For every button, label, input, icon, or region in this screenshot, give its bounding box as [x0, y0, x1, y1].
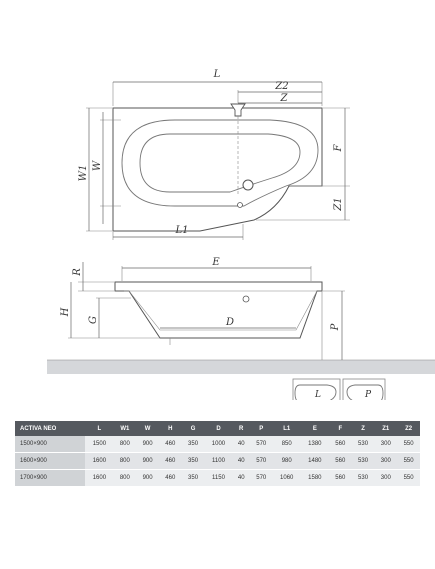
table-header: L1: [273, 421, 301, 436]
overflow-side-icon: [243, 296, 249, 302]
table-header-model: ACTIVA NEO: [15, 421, 85, 436]
table-cell: 550: [397, 453, 420, 470]
overflow-icon: [238, 203, 243, 208]
table-header: Z2: [397, 421, 420, 436]
table-cell: 1380: [301, 436, 329, 453]
tub-outline-side: [115, 282, 322, 338]
table-cell-model: 1700×900: [15, 470, 85, 487]
table-cell: 1060: [273, 470, 301, 487]
dim-label-E: E: [212, 257, 220, 268]
table-cell: 1600: [85, 453, 113, 470]
drain-icon: [243, 180, 253, 190]
table-cell-model: 1600×900: [15, 453, 85, 470]
table-header: Z1: [374, 421, 397, 436]
table-header: L: [85, 421, 113, 436]
table-header: W: [136, 421, 159, 436]
dim-label-W1: W1: [78, 164, 89, 182]
table-cell: 300: [374, 470, 397, 487]
table-cell: 40: [233, 436, 250, 453]
table-cell: 560: [329, 453, 352, 470]
table-header: W1: [113, 421, 136, 436]
table-cell: 1150: [204, 470, 232, 487]
table-row: [15, 470, 420, 487]
table-header: E: [301, 421, 329, 436]
table-cell: 800: [113, 470, 136, 487]
table-cell: 1100: [204, 453, 232, 470]
spec-table: [15, 421, 420, 487]
table-cell: 900: [136, 436, 159, 453]
table-cell: 1480: [301, 453, 329, 470]
side-view: [47, 257, 435, 374]
dim-label-R: R: [72, 268, 83, 276]
table-cell: 800: [113, 436, 136, 453]
dim-label-L: L: [213, 69, 221, 80]
table-cell: 300: [374, 436, 397, 453]
table-cell: 570: [250, 470, 273, 487]
table-cell: 1580: [301, 470, 329, 487]
table-row: [15, 436, 420, 453]
table-cell: 900: [136, 470, 159, 487]
table-cell: 800: [113, 453, 136, 470]
table-header: P: [250, 421, 273, 436]
table-cell-model: 1500×900: [15, 436, 85, 453]
dim-label-P: P: [330, 323, 341, 331]
table-header: G: [182, 421, 205, 436]
table-cell: 980: [273, 453, 301, 470]
top-view: [78, 69, 350, 240]
table-header-row: [15, 421, 420, 436]
table-header: D: [204, 421, 232, 436]
dim-label-Z1: Z1: [333, 197, 344, 211]
table-header: R: [233, 421, 250, 436]
dim-label-Z2: Z2: [275, 81, 289, 92]
table-cell: 900: [136, 453, 159, 470]
table-header: H: [159, 421, 182, 436]
table-cell: 1500: [85, 436, 113, 453]
table-cell: 850: [273, 436, 301, 453]
table-cell: 530: [352, 470, 375, 487]
dim-label-F: F: [333, 144, 344, 152]
floor: [47, 360, 435, 374]
orientation-thumbnails: [293, 379, 385, 400]
dim-label-L1: L1: [175, 225, 189, 236]
table-cell: 460: [159, 470, 182, 487]
dim-label-W: W: [92, 160, 103, 172]
table-cell: 570: [250, 436, 273, 453]
table-header: F: [329, 421, 352, 436]
table-row: [15, 453, 420, 470]
dim-label-G: G: [88, 316, 99, 324]
table-cell: 560: [329, 470, 352, 487]
table-cell: 350: [182, 453, 205, 470]
table-header: Z: [352, 421, 375, 436]
table-cell: 530: [352, 436, 375, 453]
dim-label-Z: Z: [280, 93, 288, 104]
table-cell: 40: [233, 453, 250, 470]
table-cell: 460: [159, 436, 182, 453]
table-cell: 560: [329, 436, 352, 453]
table-cell: 570: [250, 453, 273, 470]
table-cell: 550: [397, 470, 420, 487]
dim-label-H: H: [60, 307, 71, 317]
table-cell: 350: [182, 436, 205, 453]
thumbnail-left-label: L: [315, 390, 321, 400]
table-cell: 460: [159, 453, 182, 470]
table-cell: 1000: [204, 436, 232, 453]
thumbnail-right-label: P: [364, 390, 372, 400]
dim-label-D: D: [225, 317, 235, 328]
table-cell: 40: [233, 470, 250, 487]
table-cell: 530: [352, 453, 375, 470]
table-cell: 300: [374, 453, 397, 470]
table-cell: 350: [182, 470, 205, 487]
table-cell: 1600: [85, 470, 113, 487]
table-cell: 550: [397, 436, 420, 453]
